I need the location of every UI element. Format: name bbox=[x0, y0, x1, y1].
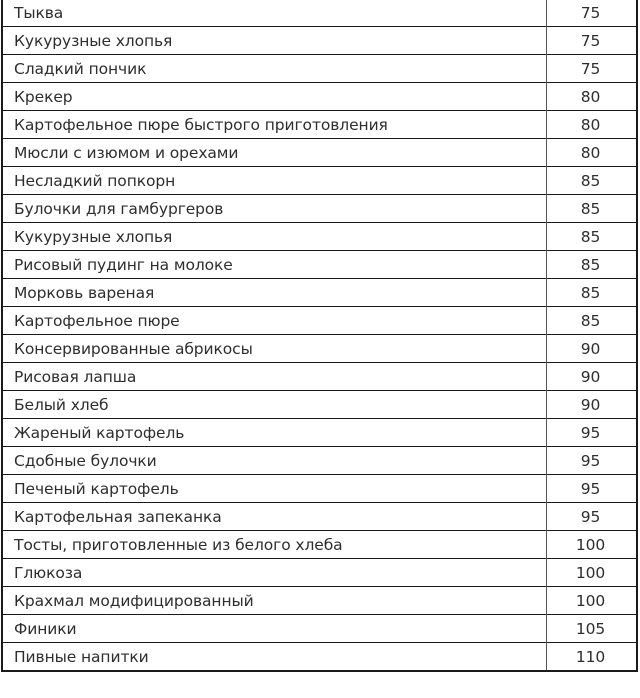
gi-value-cell: 95 bbox=[547, 419, 638, 447]
gi-value-cell: 85 bbox=[547, 307, 638, 335]
product-name-cell: Кукурузные хлопья bbox=[2, 27, 547, 55]
product-name-cell: Печеный картофель bbox=[2, 475, 547, 503]
table-row bbox=[2, 643, 637, 672]
product-name-cell: Финики bbox=[2, 615, 547, 643]
table-row bbox=[2, 363, 637, 391]
gi-value-cell: 80 bbox=[547, 83, 638, 111]
table-row bbox=[2, 0, 637, 27]
gi-value-cell: 100 bbox=[547, 531, 638, 559]
table-row bbox=[2, 391, 637, 419]
table-row bbox=[2, 167, 637, 195]
gi-value-cell: 105 bbox=[547, 615, 638, 643]
gi-value-cell: 75 bbox=[547, 55, 638, 83]
product-name-cell: Несладкий попкорн bbox=[2, 167, 547, 195]
gi-value-cell: 85 bbox=[547, 167, 638, 195]
product-name-cell: Картофельная запеканка bbox=[2, 503, 547, 531]
table-row bbox=[2, 111, 637, 139]
table-row bbox=[2, 251, 637, 279]
product-name-cell: Сдобные булочки bbox=[2, 447, 547, 475]
table-row bbox=[2, 307, 637, 335]
product-name-cell: Крахмал модифицированный bbox=[2, 587, 547, 615]
table-row bbox=[2, 503, 637, 531]
product-name-cell: Картофельное пюре быстрого приготовления bbox=[2, 111, 547, 139]
gi-value-cell: 85 bbox=[547, 251, 638, 279]
product-name-cell: Консервированные абрикосы bbox=[2, 335, 547, 363]
gi-value-cell: 100 bbox=[547, 559, 638, 587]
table-row bbox=[2, 447, 637, 475]
product-name-cell: Морковь вареная bbox=[2, 279, 547, 307]
glycemic-index-table bbox=[1, 0, 638, 672]
table-row bbox=[2, 55, 637, 83]
table-row bbox=[2, 139, 637, 167]
table-row bbox=[2, 419, 637, 447]
product-name-cell: Рисовый пудинг на молоке bbox=[2, 251, 547, 279]
table-row bbox=[2, 587, 637, 615]
gi-value-cell: 75 bbox=[547, 27, 638, 55]
gi-value-cell: 95 bbox=[547, 475, 638, 503]
table-row bbox=[2, 279, 637, 307]
product-name-cell: Сладкий пончик bbox=[2, 55, 547, 83]
gi-value-cell: 90 bbox=[547, 363, 638, 391]
product-name-cell: Булочки для гамбургеров bbox=[2, 195, 547, 223]
table-row bbox=[2, 559, 637, 587]
table-body bbox=[2, 0, 637, 671]
table-row bbox=[2, 223, 637, 251]
product-name-cell: Крекер bbox=[2, 83, 547, 111]
product-name-cell: Тосты, приготовленные из белого хлеба bbox=[2, 531, 547, 559]
product-name-cell: Тыква bbox=[2, 0, 547, 27]
product-name-cell: Мюсли с изюмом и орехами bbox=[2, 139, 547, 167]
gi-value-cell: 90 bbox=[547, 335, 638, 363]
gi-value-cell: 90 bbox=[547, 391, 638, 419]
table-row bbox=[2, 195, 637, 223]
table-row bbox=[2, 83, 637, 111]
gi-value-cell: 95 bbox=[547, 447, 638, 475]
product-name-cell: Картофельное пюре bbox=[2, 307, 547, 335]
gi-value-cell: 85 bbox=[547, 279, 638, 307]
product-name-cell: Пивные напитки bbox=[2, 643, 547, 672]
table-row bbox=[2, 335, 637, 363]
product-name-cell: Кукурузные хлопья bbox=[2, 223, 547, 251]
gi-value-cell: 110 bbox=[547, 643, 638, 672]
gi-value-cell: 75 bbox=[547, 0, 638, 27]
table-row bbox=[2, 27, 637, 55]
product-name-cell: Жареный картофель bbox=[2, 419, 547, 447]
gi-value-cell: 80 bbox=[547, 139, 638, 167]
product-name-cell: Белый хлеб bbox=[2, 391, 547, 419]
gi-value-cell: 85 bbox=[547, 223, 638, 251]
gi-value-cell: 80 bbox=[547, 111, 638, 139]
table-row bbox=[2, 475, 637, 503]
gi-value-cell: 100 bbox=[547, 587, 638, 615]
gi-value-cell: 85 bbox=[547, 195, 638, 223]
table-row bbox=[2, 615, 637, 643]
product-name-cell: Глюкоза bbox=[2, 559, 547, 587]
table-row bbox=[2, 531, 637, 559]
gi-value-cell: 95 bbox=[547, 503, 638, 531]
product-name-cell: Рисовая лапша bbox=[2, 363, 547, 391]
